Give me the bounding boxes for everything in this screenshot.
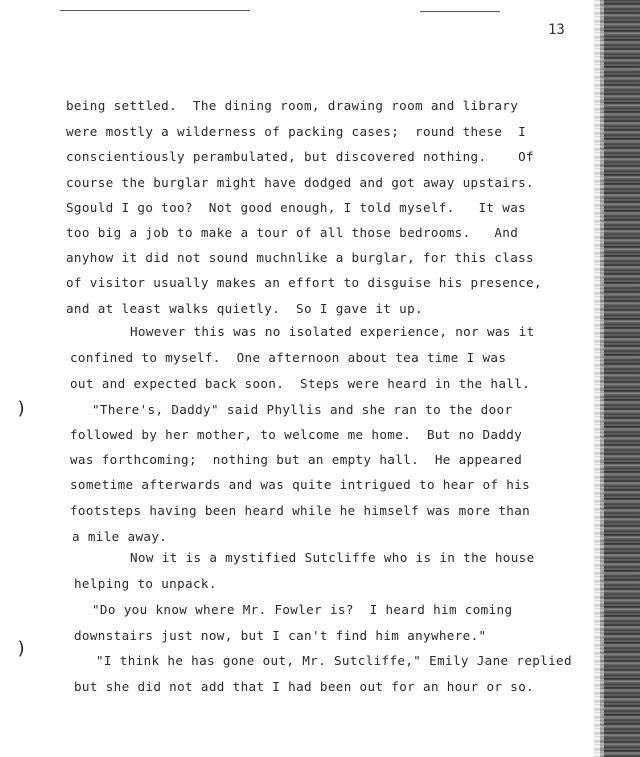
text-line: out and expected back soon. Steps were heard in the hall. — [70, 376, 531, 391]
text-line: Now it is a mystified Sutcliffe who is in the house — [130, 550, 535, 565]
margin-mark: ) — [16, 638, 27, 659]
top-rule-right — [420, 11, 500, 12]
text-line: a mile away. — [72, 529, 168, 544]
top-rule — [60, 10, 250, 11]
text-line: footsteps having been heard while he himself was more than — [70, 503, 531, 518]
text-line: downstairs just now, but I can't find him anywhere." — [74, 628, 487, 643]
text-line: confined to myself. One afternoon about tea time I was — [70, 350, 507, 365]
text-line: "Do you know where Mr. Fowler is? I heard him coming — [92, 602, 513, 617]
text-line: "I think he has gone out, Mr. Sutcliffe," Emily Jane replied — [96, 653, 572, 668]
text-line: sometime afterwards and was quite intrigued to hear of his — [70, 477, 531, 492]
text-line: "There's, Daddy" said Phyllis and she ran to the door — [92, 402, 513, 417]
text-line: too big a job to make a tour of all those bedrooms. And — [66, 225, 519, 240]
text-line: of visitor usually makes an effort to disguise his presence, — [66, 275, 542, 290]
text-line: were mostly a wilderness of packing cases; round these I — [66, 124, 527, 139]
text-line: conscientiously perambulated, but discovered nothing. Of — [66, 149, 534, 164]
text-line: but she did not add that I had been out for an hour or so. — [74, 679, 535, 694]
text-line: However this was no isolated experience, nor was it — [130, 324, 535, 339]
text-line: Sgould I go too? Not good enough, I told myself. It was — [66, 200, 527, 215]
text-line: helping to unpack. — [74, 576, 217, 591]
text-line: anyhow it did not sound muchnlike a burglar, for this class — [66, 250, 534, 265]
text-line: being settled. The dining room, drawing room and library — [66, 98, 519, 113]
text-line: followed by her mother, to welcome me home. But no Daddy — [70, 427, 523, 442]
text-line: course the burglar might have dodged and got away upstairs. — [66, 175, 534, 190]
scanned-page-edge — [600, 0, 640, 757]
page-number: 13 — [548, 22, 565, 38]
margin-mark: ) — [16, 398, 27, 419]
text-line: and at least walks quietly. So I gave it up. — [66, 301, 423, 316]
text-line: was forthcoming; nothing but an empty hall. He appeared — [70, 452, 523, 467]
